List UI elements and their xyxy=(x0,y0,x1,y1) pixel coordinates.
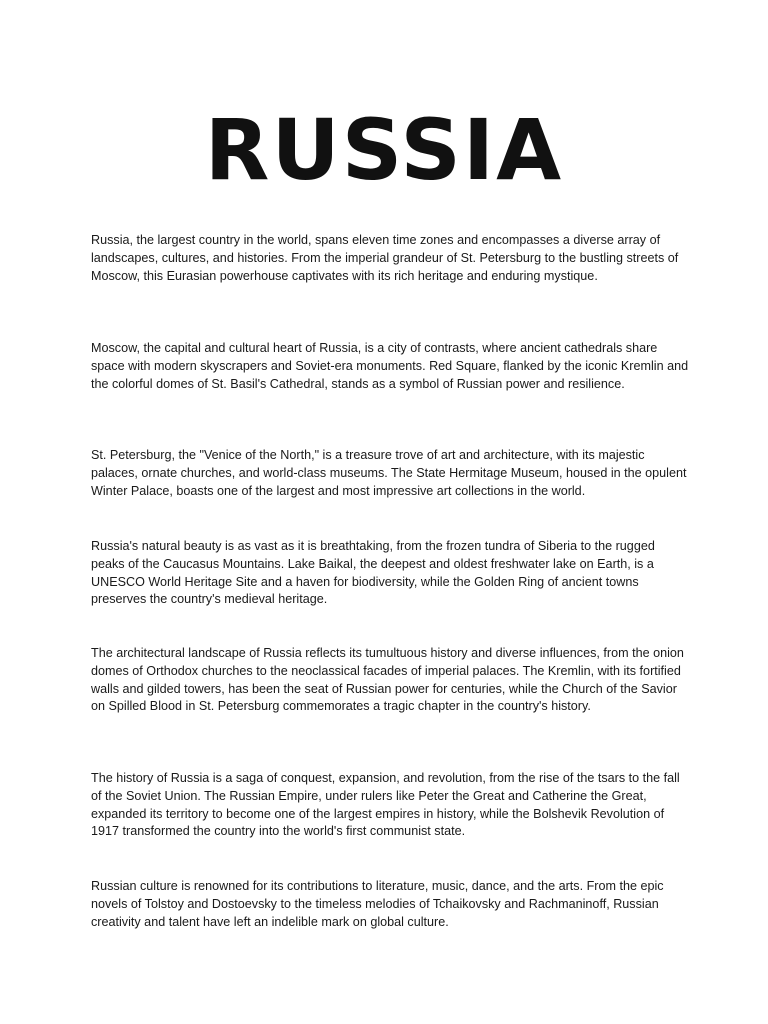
paragraph-architecture: The architectural landscape of Russia reflects its tumultuous history and diverse influences, from the onion domes of Orthodox churches to the neoclassical facades of imperial palaces. The Kremlin, with its fortified walls and gilded towers, has been the seat of Russian power for centuries, while the Church of the Savior on Spilled Blood in St. Petersburg commemorates a tragic chapter in the country's history. xyxy=(91,646,684,714)
paragraph-natural-beauty: Russia's natural beauty is as vast as it is breathtaking, from the frozen tundra of Siberia to the rugged peaks of the Caucasus Mountains. Lake Baikal, the deepest and oldest freshwater lake on Earth, is a UNESCO World Heritage Site and a haven for biodiversity, while the Golden Ring of ancient towns preserves the country's medieval heritage. xyxy=(91,539,655,607)
paragraph-culture: Russian culture is renowned for its contributions to literature, music, dance, and the arts. From the epic novels of Tolstoy and Dostoevsky to the timeless melodies of Tchaikovsky and Rachmaninoff, Russian creativity and talent have left an indelible mark on global culture. xyxy=(91,879,664,929)
paragraph-moscow: Moscow, the capital and cultural heart of Russia, is a city of contrasts, where ancient cathedrals share space with modern skyscrapers and Soviet-era monuments. Red Square, flanked by the iconic Kremlin and the colorful domes of St. Basil's Cathedral, stands as a symbol of Russian power and resilience. xyxy=(91,341,689,391)
paragraph-history: The history of Russia is a saga of conquest, expansion, and revolution, from the rise of the tsars to the fall of the Soviet Union. The Russian Empire, under rulers like Peter the Great and Catherine the Great, expanded its territory to become one of the largest empires in history, while the Bolshevik Revolution of 1917 transformed the country into the world's first communist state. xyxy=(91,771,680,839)
document-title: RUSSIA xyxy=(204,101,564,199)
paragraph-intro: Russia, the largest country in the world, spans eleven time zones and encompasses a diverse array of landscapes, cultures, and histories. From the imperial grandeur of St. Petersburg to the bustling streets of Moscow, this Eurasian powerhouse captivates with its rich heritage and enduring mystique. xyxy=(91,233,679,283)
paragraph-st-petersburg: St. Petersburg, the "Venice of the North," is a treasure trove of art and architecture, with its majestic palaces, ornate churches, and world-class museums. The State Hermitage Museum, housed in the opulent Winter Palace, boasts one of the largest and most impressive art collections in the world. xyxy=(91,448,687,498)
